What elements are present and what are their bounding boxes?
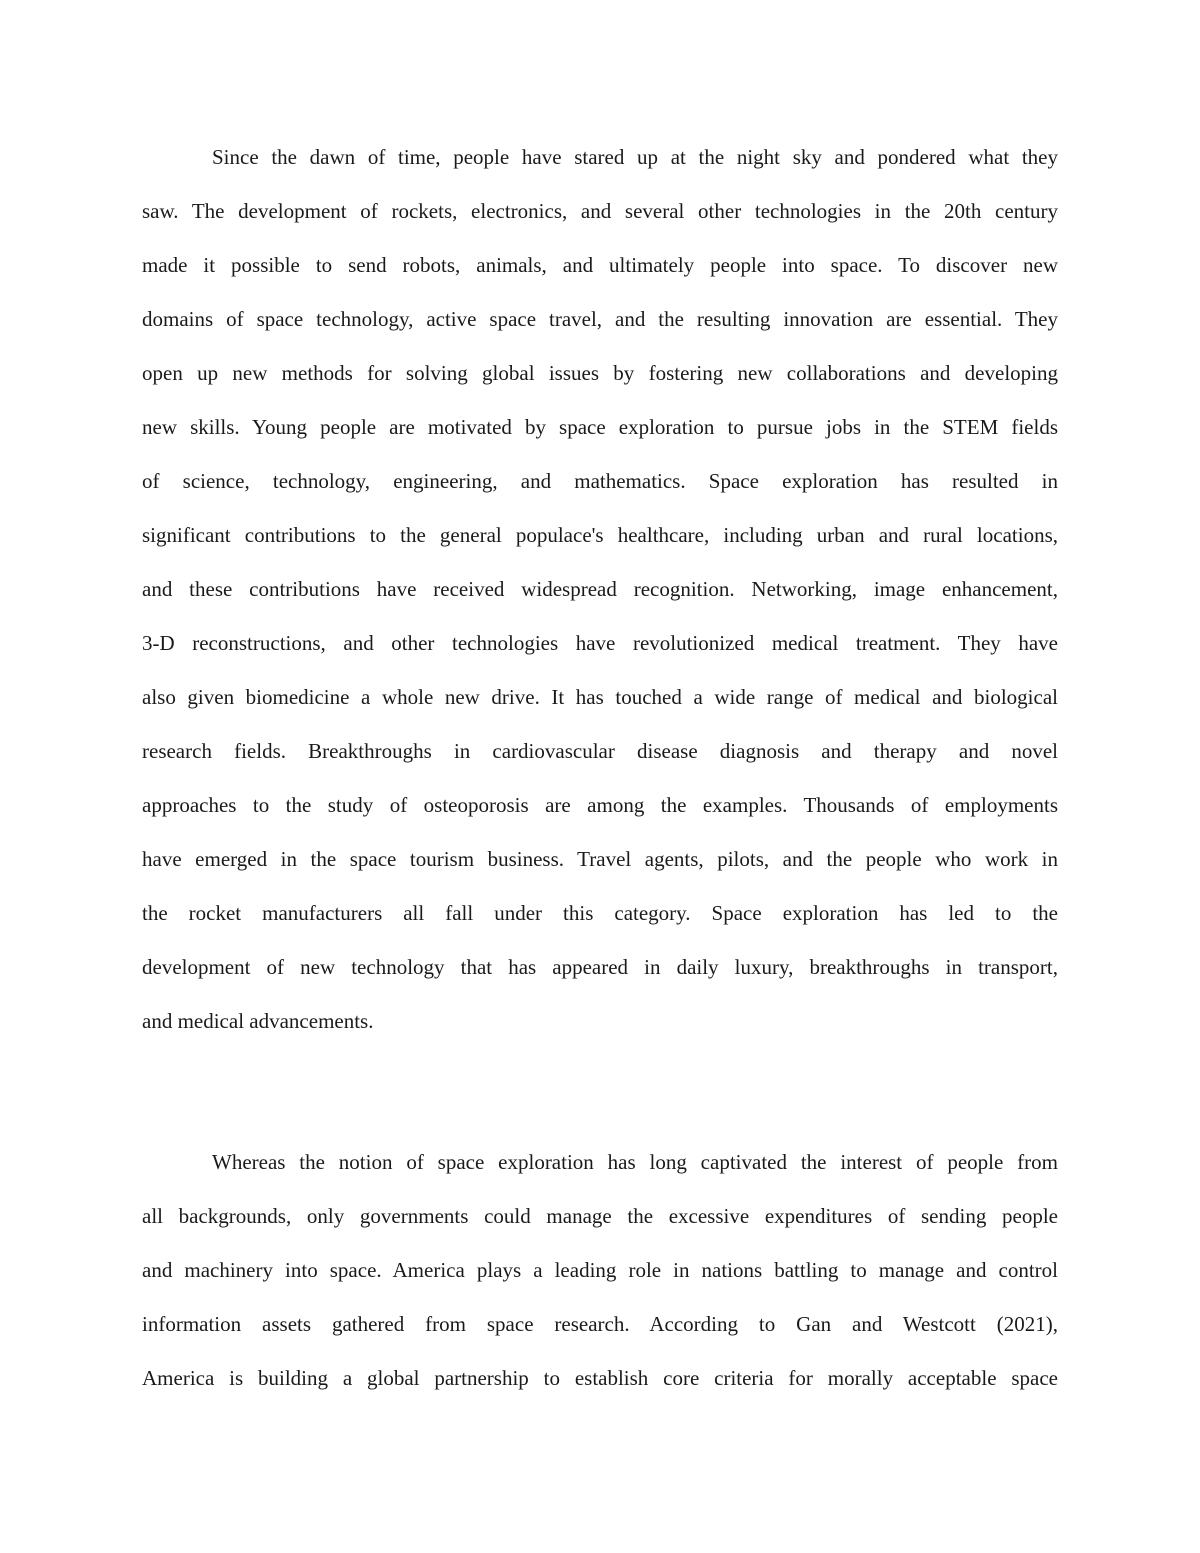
- text-line: development of new technology that has appeared in daily luxury, breakthroughs in transport,: [142, 955, 1058, 979]
- text-line: domains of space technology, active space travel, and the resulting innovation are essential. They: [142, 307, 1058, 331]
- text-line: and these contributions have received widespread recognition. Networking, image enhancement,: [142, 577, 1058, 601]
- text-line: 3-D reconstructions, and other technologies have revolutionized medical treatment. They have: [142, 631, 1058, 655]
- text-line: new skills. Young people are motivated by space exploration to pursue jobs in the STEM fields: [142, 415, 1058, 439]
- text-line: and machinery into space. America plays a leading role in nations battling to manage and control: [142, 1258, 1058, 1282]
- text-line: of science, technology, engineering, and mathematics. Space exploration has resulted in: [142, 469, 1058, 493]
- text-line: significant contributions to the general populace's healthcare, including urban and rural locations,: [142, 523, 1058, 547]
- text-line: made it possible to send robots, animals, and ultimately people into space. To discover new: [142, 253, 1058, 277]
- text-line: America is building a global partnership to establish core criteria for morally acceptable space: [142, 1366, 1058, 1390]
- text-line: all backgrounds, only governments could manage the excessive expenditures of sending people: [142, 1204, 1058, 1228]
- text-line: have emerged in the space tourism business. Travel agents, pilots, and the people who work in: [142, 847, 1058, 871]
- text-line: approaches to the study of osteoporosis are among the examples. Thousands of employments: [142, 793, 1058, 817]
- text-line: open up new methods for solving global issues by fostering new collaborations and developing: [142, 361, 1058, 385]
- text-line: Whereas the notion of space exploration has long captivated the interest of people from: [212, 1150, 1058, 1174]
- text-line: also given biomedicine a whole new drive. It has touched a wide range of medical and biological: [142, 685, 1058, 709]
- text-line: information assets gathered from space research. According to Gan and Westcott (2021),: [142, 1312, 1058, 1336]
- text-line: and medical advancements.: [142, 1009, 374, 1033]
- text-line: research fields. Breakthroughs in cardiovascular disease diagnosis and therapy and novel: [142, 739, 1058, 763]
- text-line: the rocket manufacturers all fall under this category. Space exploration has led to the: [142, 901, 1058, 925]
- text-line: Since the dawn of time, people have stared up at the night sky and pondered what they: [212, 145, 1058, 169]
- text-line: saw. The development of rockets, electronics, and several other technologies in the 20th century: [142, 199, 1058, 223]
